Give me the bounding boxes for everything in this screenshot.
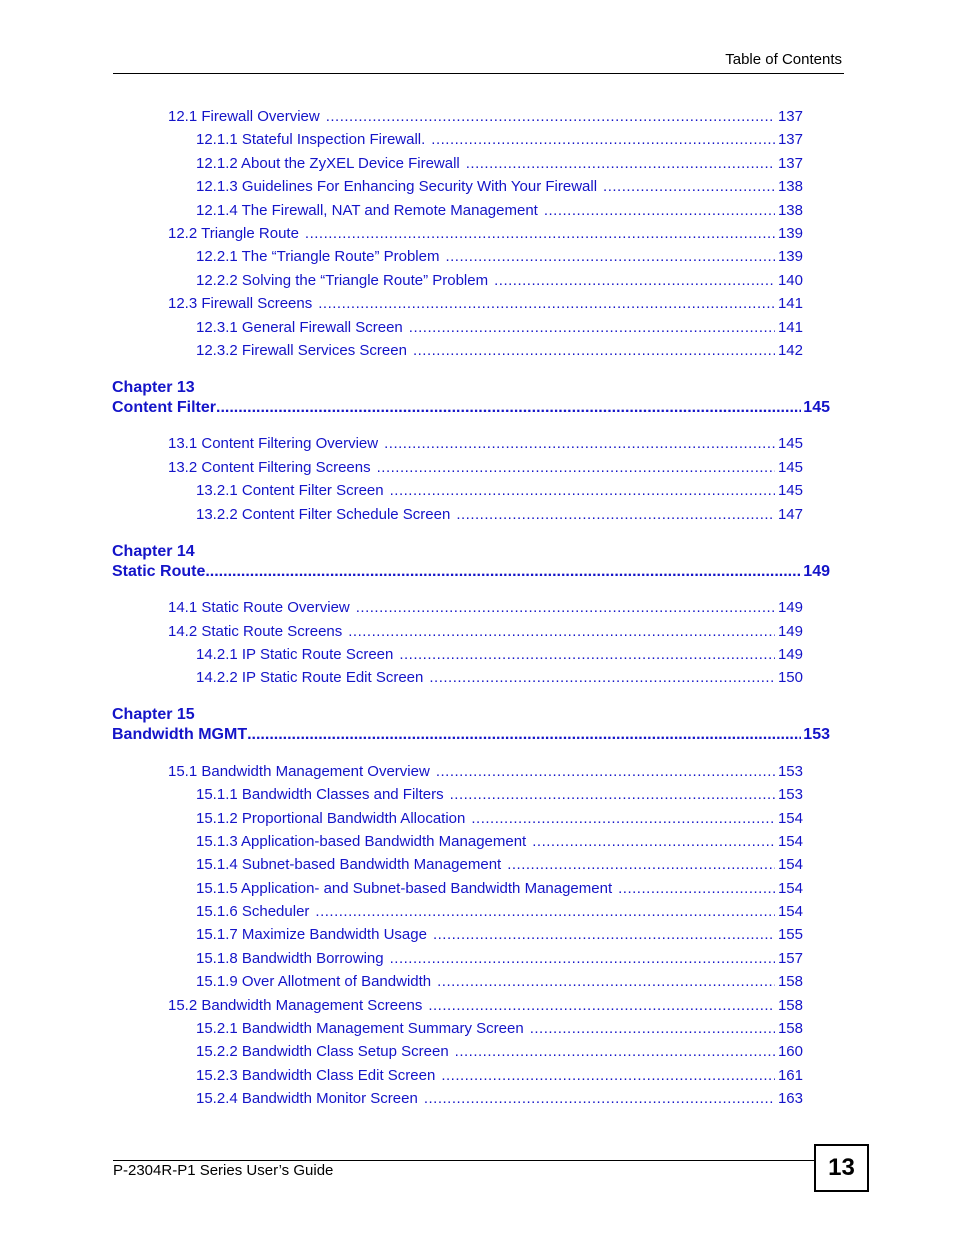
toc-entry-link[interactable] [196, 903, 803, 921]
toc-entry-label: 15.1.7 Maximize Bandwidth Usage [196, 926, 427, 943]
toc-entry-page: 139 [777, 225, 803, 242]
toc-entry-link[interactable] [196, 973, 803, 991]
toc-entry-link[interactable] [196, 669, 803, 687]
toc-entry-label: 12.3.2 Firewall Services Screen [196, 342, 407, 359]
toc-entry-label: 12.1.2 About the ZyXEL Device Firewall [196, 155, 460, 172]
dot-leader [603, 178, 775, 196]
toc-entry-link[interactable] [196, 1090, 803, 1108]
toc-entry-page: 154 [777, 880, 803, 897]
toc-entry-label: 12.2.1 The “Triangle Route” Problem [196, 248, 440, 265]
toc-entry-link[interactable] [196, 272, 803, 290]
running-header: Table of Contents [725, 51, 842, 68]
toc-entry-page: 150 [777, 669, 803, 686]
toc-entry-link[interactable] [196, 202, 803, 220]
dot-leader [315, 903, 775, 921]
toc-entry-link[interactable] [196, 810, 803, 828]
toc-entry-page: 137 [777, 155, 803, 172]
toc-entry-link[interactable] [196, 833, 803, 851]
toc-entry-page: 147 [777, 506, 803, 523]
toc-entry-link[interactable] [196, 1043, 803, 1061]
toc-entry-label: 13.2.1 Content Filter Screen [196, 482, 384, 499]
toc-entry-link[interactable] [196, 178, 803, 196]
dot-leader [390, 482, 775, 500]
toc-entry-label: 15.1.1 Bandwidth Classes and Filters [196, 786, 444, 803]
toc-entry-link[interactable] [196, 786, 803, 804]
dot-leader [377, 459, 775, 477]
toc-entry-page: 158 [777, 973, 803, 990]
toc-entry-link[interactable] [168, 435, 803, 453]
chapter-page: 145 [803, 399, 830, 416]
dot-leader [399, 646, 775, 664]
toc-entry-link[interactable] [196, 856, 803, 874]
toc-entry-page: 149 [777, 623, 803, 640]
chapter-title-link[interactable] [112, 725, 830, 744]
toc-entry-label: 15.1.6 Scheduler [196, 903, 310, 920]
toc-entry-page: 139 [777, 248, 803, 265]
dot-leader [326, 108, 775, 126]
toc-entry-label: 14.2.1 IP Static Route Screen [196, 646, 394, 663]
dot-leader [437, 973, 775, 991]
toc-entry-link[interactable] [196, 1020, 803, 1038]
toc-entry-page: 153 [777, 763, 803, 780]
toc-entry-page: 160 [777, 1043, 803, 1060]
chapter-page: 149 [803, 563, 830, 580]
toc-entry-link[interactable] [196, 1067, 803, 1085]
toc-entry-link[interactable] [168, 108, 803, 126]
toc-entry-label: 15.2.4 Bandwidth Monitor Screen [196, 1090, 418, 1107]
toc-entry-link[interactable] [196, 926, 803, 944]
chapter-number: Chapter 14 [112, 543, 195, 560]
toc-entry-page: 149 [777, 646, 803, 663]
header-rule [113, 73, 844, 74]
toc-entry-page: 138 [777, 202, 803, 219]
toc-entry-page: 145 [777, 482, 803, 499]
dot-leader [216, 398, 801, 417]
dot-leader [433, 926, 775, 944]
toc-entry-link[interactable] [196, 482, 803, 500]
toc-entry-page: 141 [777, 295, 803, 312]
dot-leader [247, 725, 801, 744]
toc-entry-page: 158 [777, 1020, 803, 1037]
dot-leader [471, 810, 775, 828]
chapter-page: 153 [803, 726, 830, 743]
toc-entry-link[interactable] [196, 342, 803, 360]
toc-entry-label: 15.2 Bandwidth Management Screens [168, 997, 423, 1014]
toc-entry-link[interactable] [196, 506, 803, 524]
toc-entry-label: 15.1.8 Bandwidth Borrowing [196, 950, 384, 967]
toc-entry-label: 14.2.2 IP Static Route Edit Screen [196, 669, 424, 686]
chapter-title-link[interactable] [112, 562, 830, 581]
toc-entry-link[interactable] [168, 763, 803, 781]
toc-entry-link[interactable] [168, 295, 803, 313]
toc-entry-page: 154 [777, 810, 803, 827]
toc-entry-label: 12.1 Firewall Overview [168, 108, 320, 125]
dot-leader [424, 1090, 775, 1108]
toc-entry-label: 15.1.3 Application-based Bandwidth Management [196, 833, 527, 850]
toc-entry-page: 145 [777, 459, 803, 476]
toc-entry-link[interactable] [196, 155, 803, 173]
toc-entry-label: 12.3 Firewall Screens [168, 295, 313, 312]
toc-entry-label: 13.2.2 Content Filter Schedule Screen [196, 506, 451, 523]
toc-entry-page: 137 [777, 131, 803, 148]
toc-entry-label: 15.2.3 Bandwidth Class Edit Screen [196, 1067, 436, 1084]
toc-entry-link[interactable] [196, 131, 803, 149]
dot-leader [507, 856, 775, 874]
dot-leader [356, 599, 775, 617]
toc-entry-page: 155 [777, 926, 803, 943]
toc-entry-page: 157 [777, 950, 803, 967]
dot-leader [409, 319, 775, 337]
chapter-title: Bandwidth MGMT [112, 726, 248, 743]
toc-entry-label: 15.2.1 Bandwidth Management Summary Screen [196, 1020, 524, 1037]
toc-entry-label: 13.2 Content Filtering Screens [168, 459, 371, 476]
toc-entry-page: 137 [777, 108, 803, 125]
dot-leader [618, 880, 775, 898]
dot-leader [318, 295, 775, 313]
toc-entry-label: 12.1.1 Stateful Inspection Firewall. [196, 131, 426, 148]
dot-leader [348, 623, 775, 641]
toc-entry-link[interactable] [168, 599, 803, 617]
dot-leader [384, 435, 775, 453]
footer-rule [113, 1160, 815, 1161]
toc-entry-page: 140 [777, 272, 803, 289]
dot-leader [456, 506, 775, 524]
dot-leader [466, 155, 775, 173]
dot-leader [445, 248, 775, 266]
dot-leader [431, 131, 775, 149]
page-number: 13 [814, 1144, 869, 1192]
dot-leader [532, 833, 775, 851]
dot-leader [544, 202, 775, 220]
toc-entry-label: 15.1.9 Over Allotment of Bandwidth [196, 973, 432, 990]
toc-entry-label: 15.1.4 Subnet-based Bandwidth Management [196, 856, 502, 873]
dot-leader [450, 786, 775, 804]
chapter-number: Chapter 13 [112, 379, 195, 396]
toc-entry-page: 153 [777, 786, 803, 803]
dot-leader [436, 763, 775, 781]
toc-entry-page: 138 [777, 178, 803, 195]
toc-entry-label: 12.1.4 The Firewall, NAT and Remote Management [196, 202, 538, 219]
dot-leader [494, 272, 775, 290]
toc-entry-label: 14.1 Static Route Overview [168, 599, 350, 616]
dot-leader [530, 1020, 775, 1038]
toc-entry-page: 154 [777, 903, 803, 920]
toc-entry-link[interactable] [168, 225, 803, 243]
toc-entry-link[interactable] [196, 646, 803, 664]
dot-leader [390, 950, 775, 968]
guide-title: P-2304R-P1 Series User’s Guide [113, 1162, 334, 1179]
toc-entry-link[interactable] [196, 880, 803, 898]
chapter-title: Static Route [112, 563, 206, 580]
toc-entry-page: 141 [777, 319, 803, 336]
toc-entry-page: 158 [777, 997, 803, 1014]
dot-leader [428, 997, 775, 1015]
toc-entry-page: 154 [777, 833, 803, 850]
toc-entry-page: 161 [777, 1067, 803, 1084]
dot-leader [305, 225, 775, 243]
toc-entry-link[interactable] [168, 623, 803, 641]
toc-entry-page: 142 [777, 342, 803, 359]
toc-entry-page: 154 [777, 856, 803, 873]
dot-leader [205, 562, 801, 581]
toc-entry-link[interactable] [168, 459, 803, 477]
toc-entry-label: 12.3.1 General Firewall Screen [196, 319, 403, 336]
toc-entry-label: 14.2 Static Route Screens [168, 623, 343, 640]
toc-entry-label: 15.1 Bandwidth Management Overview [168, 763, 430, 780]
toc-entry-page: 149 [777, 599, 803, 616]
toc-entry-label: 12.2 Triangle Route [168, 225, 299, 242]
toc-entry-page: 145 [777, 435, 803, 452]
chapter-title: Content Filter [112, 399, 216, 416]
dot-leader [429, 669, 775, 687]
toc-entry-page: 163 [777, 1090, 803, 1107]
dot-leader [413, 342, 775, 360]
toc-entry-label: 13.1 Content Filtering Overview [168, 435, 379, 452]
toc-entry-label: 12.1.3 Guidelines For Enhancing Security With Your Firewall [196, 178, 598, 195]
toc-entry-link[interactable] [196, 319, 803, 337]
dot-leader [441, 1067, 775, 1085]
toc-entry-label: 15.2.2 Bandwidth Class Setup Screen [196, 1043, 449, 1060]
toc-entry-label: 12.2.2 Solving the “Triangle Route” Problem [196, 272, 489, 289]
toc-entry-link[interactable] [196, 248, 803, 266]
toc-entry-label: 15.1.5 Application- and Subnet-based Bandwidth Management [196, 880, 613, 897]
toc-entry-label: 15.1.2 Proportional Bandwidth Allocation [196, 810, 466, 827]
toc-entry-link[interactable] [196, 950, 803, 968]
chapter-number: Chapter 15 [112, 706, 195, 723]
chapter-title-link[interactable] [112, 398, 830, 417]
toc-entry-link[interactable] [168, 997, 803, 1015]
dot-leader [455, 1043, 775, 1061]
